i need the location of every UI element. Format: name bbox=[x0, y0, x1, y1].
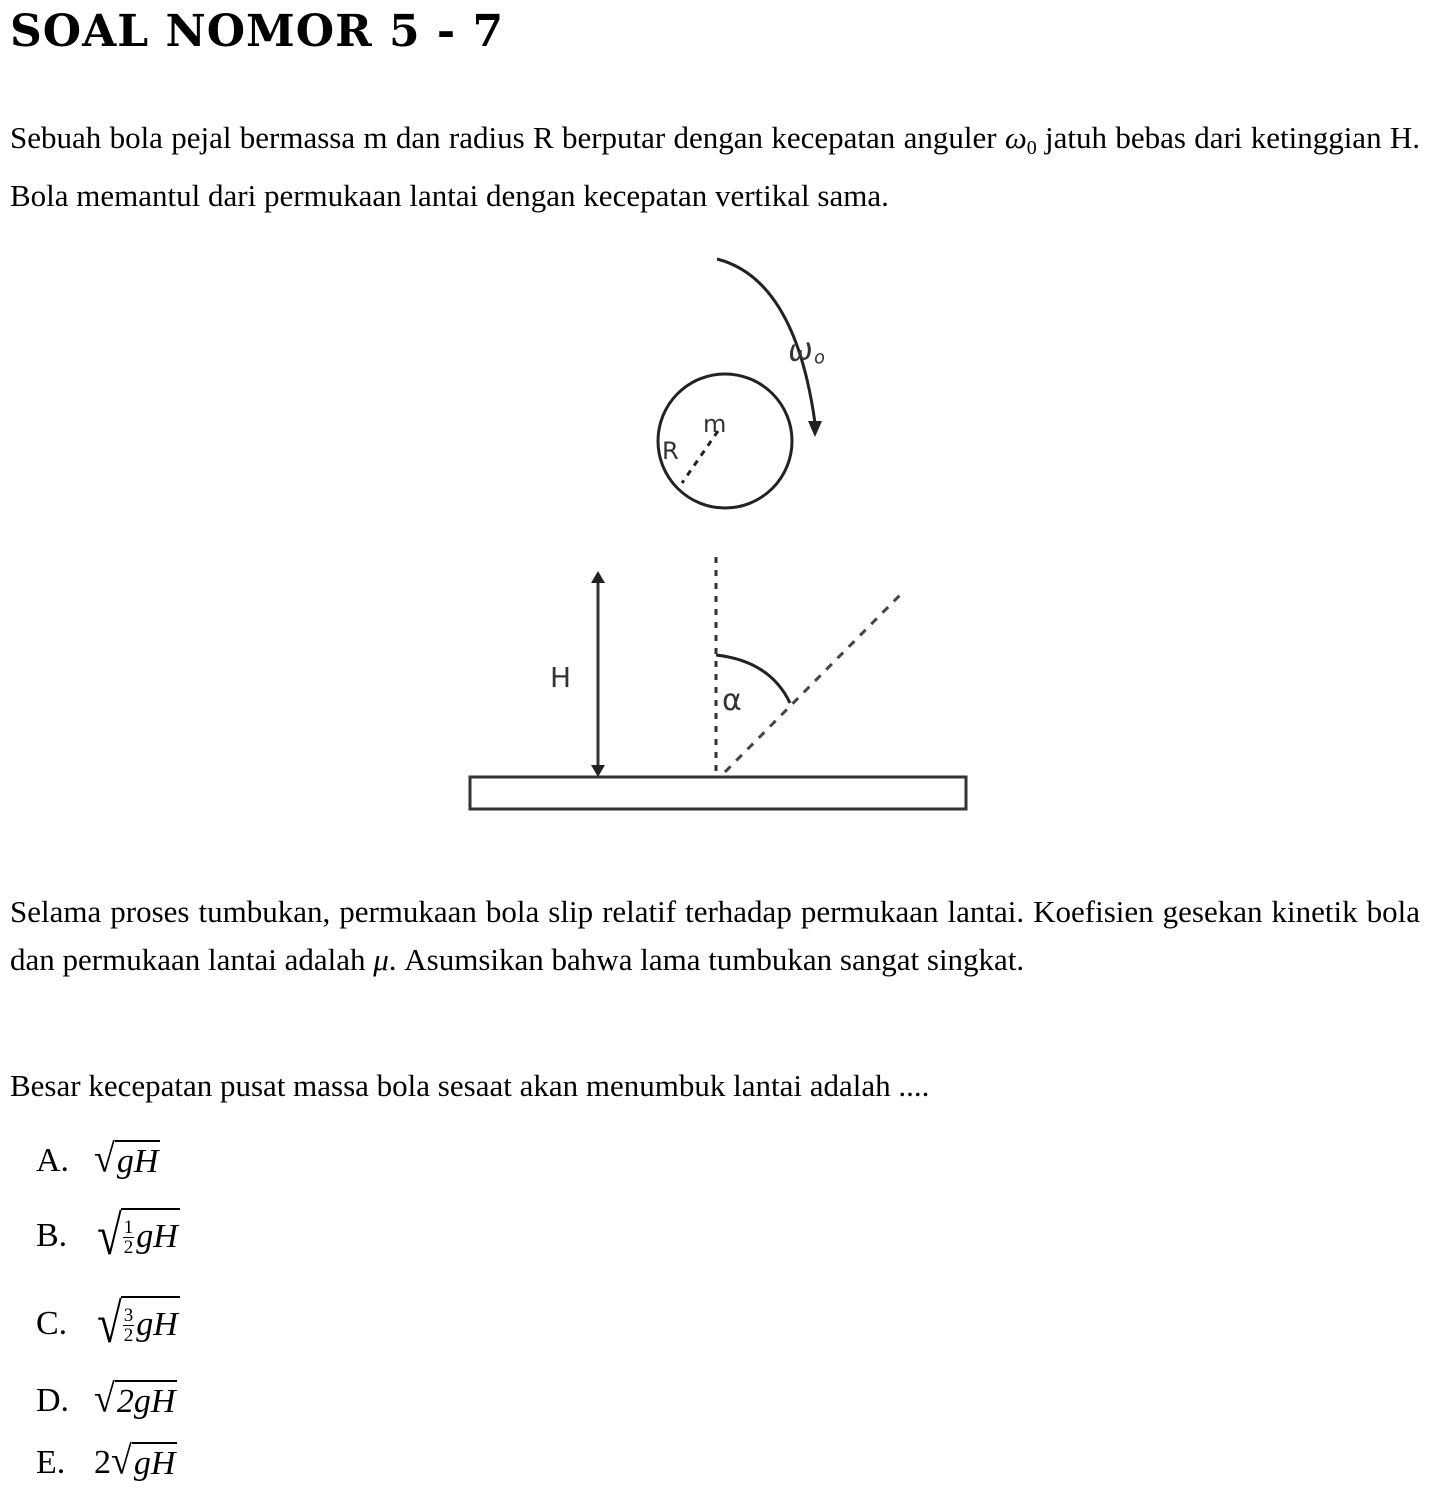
height-arrow-top-icon bbox=[591, 571, 605, 583]
sqrt-expression bbox=[94, 1293, 180, 1355]
rotation-arrowhead-icon bbox=[808, 421, 822, 437]
radicand-group bbox=[121, 1296, 180, 1352]
fraction bbox=[123, 1218, 135, 1257]
omega-subscript: 0 bbox=[1026, 137, 1037, 159]
radical-icon: √ bbox=[111, 1438, 132, 1483]
height-arrow-bottom-icon bbox=[591, 765, 605, 777]
mu-symbol: μ bbox=[373, 942, 389, 977]
radius-line bbox=[682, 431, 718, 483]
coefficient: 2 bbox=[94, 1443, 111, 1481]
fraction-numerator: 3 bbox=[123, 1304, 134, 1326]
option-label: B. bbox=[36, 1217, 68, 1254]
floor bbox=[470, 777, 966, 809]
sqrt-expression bbox=[94, 1376, 177, 1421]
option-label: C. bbox=[36, 1305, 68, 1342]
bounce-path-line bbox=[725, 590, 905, 772]
radical-icon: √ bbox=[94, 1376, 115, 1421]
statement-line-1: Sebuah bola pejal bermassa m dan radius R berputar dengan kecepatan anguler bbox=[10, 120, 997, 155]
omega-label: $\omega_o$ bbox=[785, 331, 827, 370]
fraction-denominator: 2 bbox=[123, 1236, 134, 1258]
option-c[interactable] bbox=[36, 1293, 180, 1355]
mass-label: m bbox=[703, 410, 727, 438]
radical-icon: √ bbox=[94, 1136, 115, 1181]
angle-label: α bbox=[722, 683, 742, 718]
radius-label: R bbox=[662, 437, 679, 465]
option-d[interactable] bbox=[36, 1376, 177, 1421]
option-e[interactable] bbox=[36, 1438, 177, 1483]
fraction-numerator: 1 bbox=[123, 1216, 134, 1238]
statement-line-2: jatuh bebas dari ketinggian H. Bola memantul dari permukaan lantai dengan kecepatan vertikal sama. bbox=[10, 120, 1421, 213]
radical-icon: √ bbox=[97, 1205, 122, 1267]
option-label: A. bbox=[36, 1141, 70, 1179]
fraction-denominator: 2 bbox=[123, 1324, 134, 1346]
radicand: gH bbox=[115, 1140, 161, 1181]
collision-text-b: . Asumsikan bahwa lama tumbukan sangat singkat. bbox=[388, 942, 1025, 977]
collision-description bbox=[10, 888, 1420, 984]
page-title: SOAL NOMOR 5 - 7 bbox=[10, 6, 505, 57]
radicand: gH bbox=[136, 1218, 178, 1256]
option-b[interactable] bbox=[36, 1205, 180, 1267]
sqrt-expression bbox=[94, 1205, 180, 1267]
height-label: H bbox=[550, 661, 572, 694]
option-a[interactable] bbox=[36, 1136, 160, 1181]
option-label: E. bbox=[36, 1443, 66, 1481]
radical-icon: √ bbox=[97, 1293, 122, 1355]
radicand: gH bbox=[136, 1306, 178, 1344]
fraction bbox=[123, 1306, 135, 1345]
radicand: 2gH bbox=[115, 1380, 178, 1421]
radicand-group bbox=[121, 1208, 180, 1264]
problem-statement bbox=[10, 114, 1420, 220]
option-label: D. bbox=[36, 1381, 70, 1419]
sqrt-expression bbox=[94, 1136, 160, 1181]
sqrt-expression bbox=[111, 1438, 177, 1483]
physics-diagram bbox=[460, 245, 980, 825]
collision-text-a: Selama proses tumbukan, permukaan bola slip relatif terhadap permukaan lantai. Koefisien gesekan kinetik bola dan permukaan lantai adalah bbox=[10, 894, 1420, 977]
radicand: gH bbox=[132, 1442, 178, 1483]
question-text: Besar kecepatan pusat massa bola sesaat akan menumbuk lantai adalah .... bbox=[10, 1068, 930, 1103]
omega-symbol: ω bbox=[1004, 120, 1027, 155]
